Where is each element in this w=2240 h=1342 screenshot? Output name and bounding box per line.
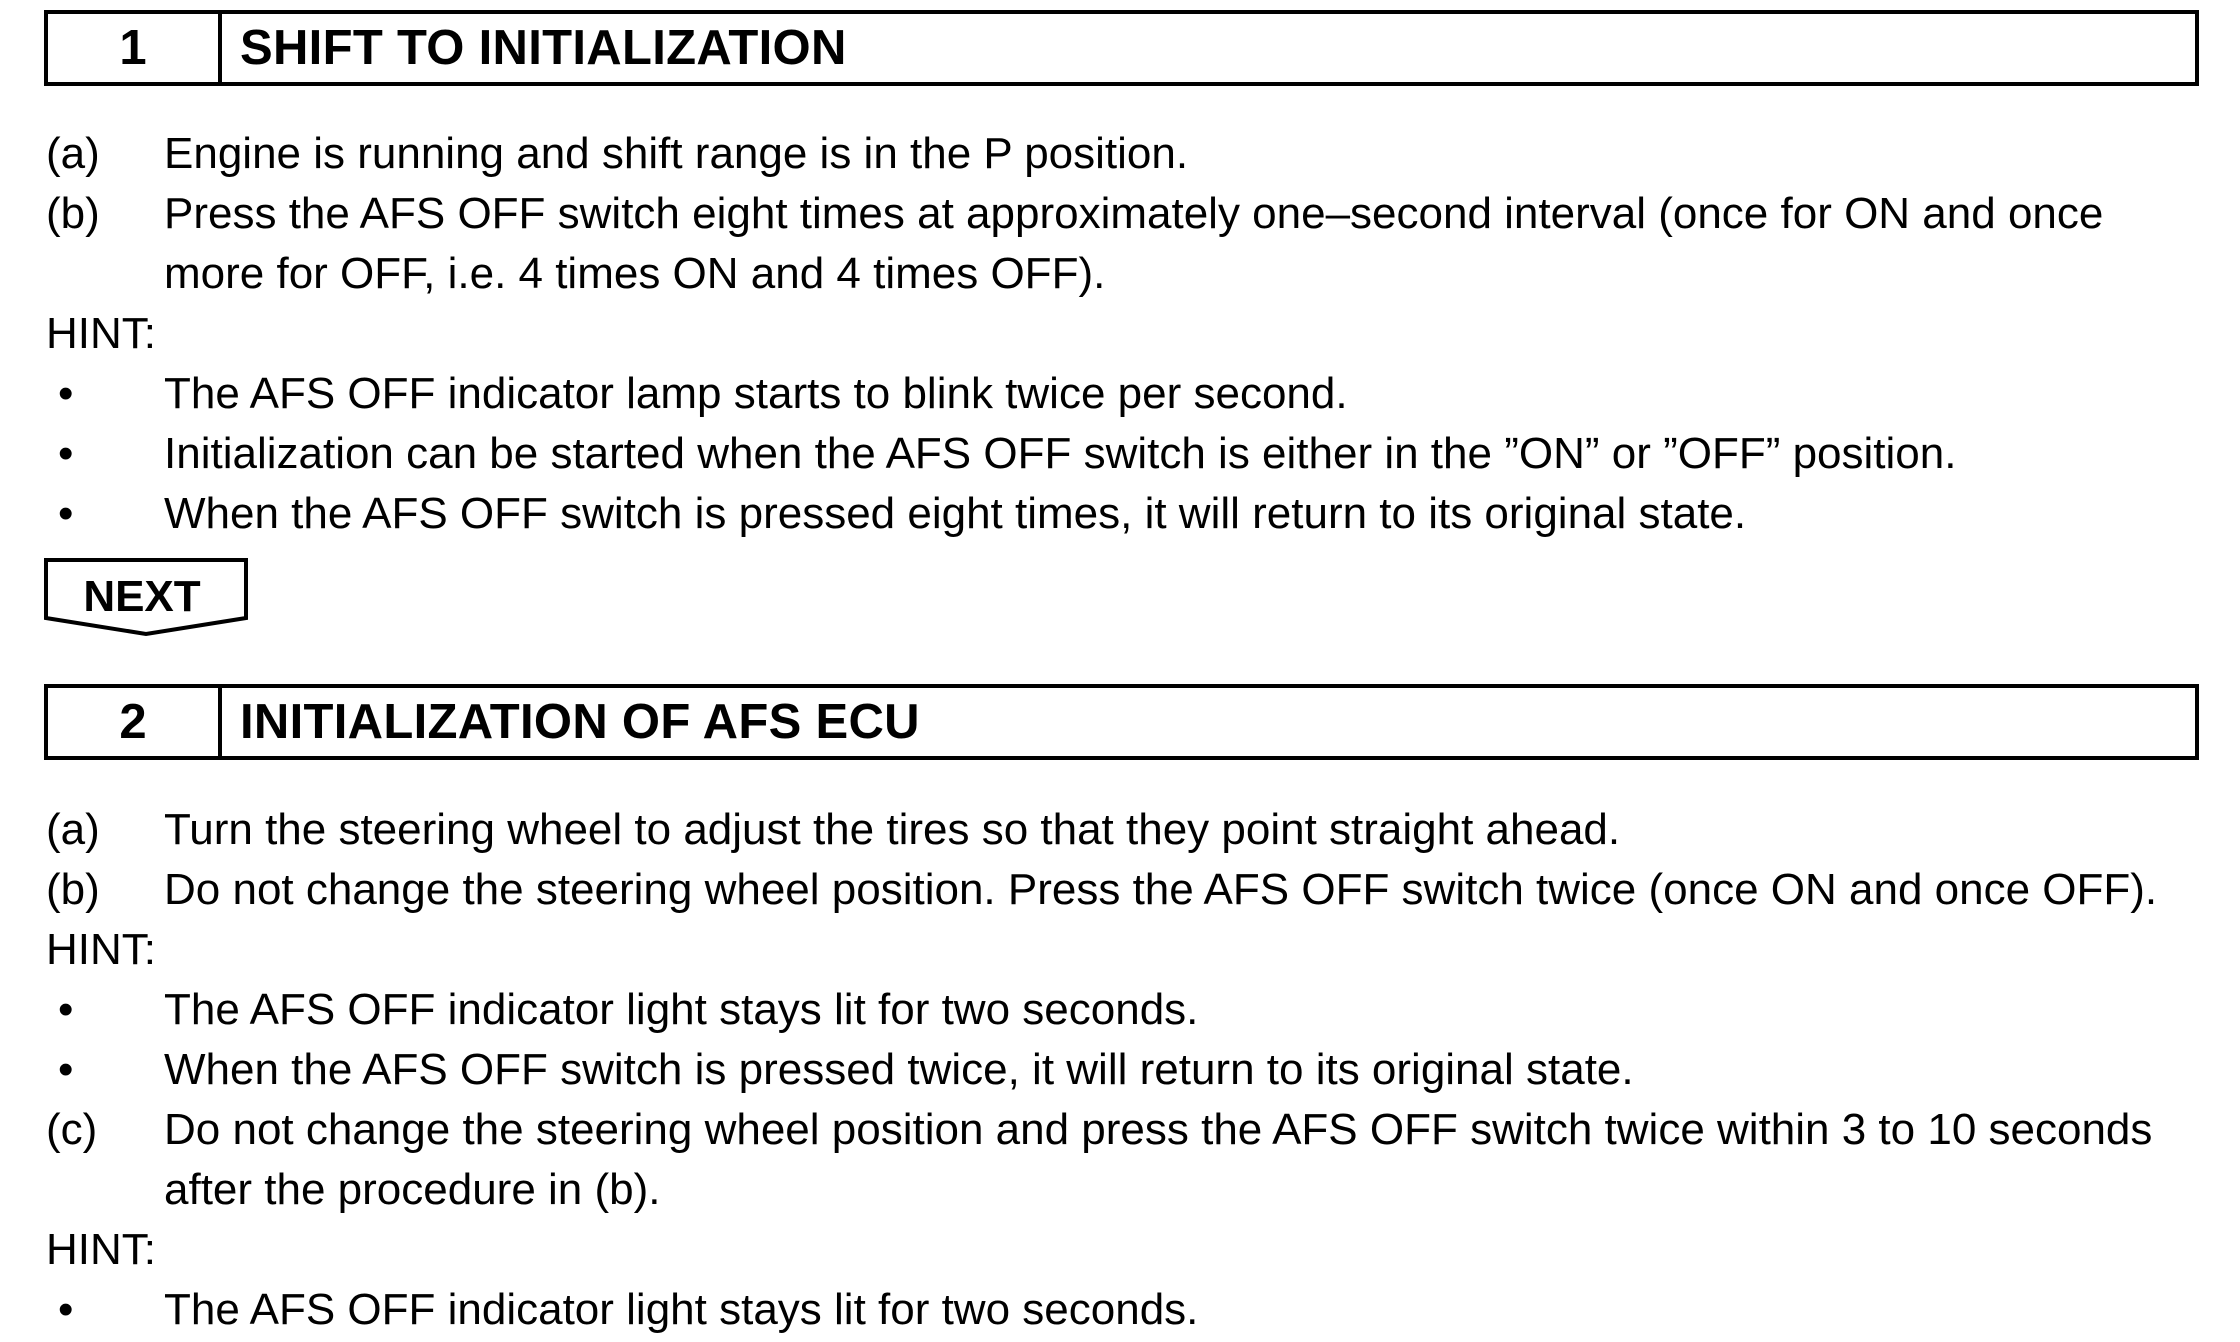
item-marker: (b) (46, 865, 100, 914)
step-1-number: 1 (48, 14, 222, 82)
bullet-icon: • (58, 489, 74, 538)
bullet-icon: • (58, 369, 74, 418)
item-marker: (a) (46, 805, 100, 854)
hint-text: The AFS OFF indicator light stays lit for two seconds. (164, 1285, 1199, 1334)
step-2-number: 2 (48, 688, 222, 756)
step-1-hint-label: HINT: (46, 309, 156, 358)
hint-text: When the AFS OFF switch is pressed eight times, it will return to its original state. (164, 489, 1747, 538)
hint-text: The AFS OFF indicator lamp starts to blink twice per second. (164, 369, 1348, 418)
item-text: Do not change the steering wheel position and press the AFS OFF switch twice within 3 to 10 seconds (164, 1105, 2153, 1154)
step-1-title: SHIFT TO INITIALIZATION (240, 21, 847, 75)
next-button[interactable] (44, 558, 250, 638)
item-text: more for OFF, i.e. 4 times ON and 4 times OFF). (164, 249, 1106, 298)
next-label: NEXT (83, 572, 201, 621)
hint-text: Initialization can be started when the AFS OFF switch is either in the ”ON” or ”OFF” position. (164, 429, 1957, 478)
step-2-header (44, 684, 2199, 760)
item-text: Press the AFS OFF switch eight times at approximately one–second interval (once for ON and once (164, 189, 2104, 238)
item-text: Do not change the steering wheel position. Press the AFS OFF switch twice (once ON and once OFF). (164, 865, 2158, 914)
step-2-hint-label-1: HINT: (46, 925, 156, 974)
item-marker: (a) (46, 129, 100, 178)
item-text: after the procedure in (b). (164, 1165, 661, 1214)
hint-text: When the AFS OFF switch is pressed twice, it will return to its original state. (164, 1045, 1634, 1094)
bullet-icon: • (58, 429, 74, 478)
step-2-hint-label-2: HINT: (46, 1225, 156, 1274)
bullet-icon: • (58, 985, 74, 1034)
item-text: Engine is running and shift range is in the P position. (164, 129, 1189, 178)
item-text: Turn the steering wheel to adjust the tires so that they point straight ahead. (164, 805, 1621, 854)
bullet-icon: • (58, 1285, 74, 1334)
item-marker: (c) (46, 1105, 98, 1154)
step-2-title: INITIALIZATION OF AFS ECU (240, 695, 920, 749)
hint-text: The AFS OFF indicator light stays lit for two seconds. (164, 985, 1199, 1034)
bullet-icon: • (58, 1045, 74, 1094)
step-1-header (44, 10, 2199, 86)
item-marker: (b) (46, 189, 100, 238)
